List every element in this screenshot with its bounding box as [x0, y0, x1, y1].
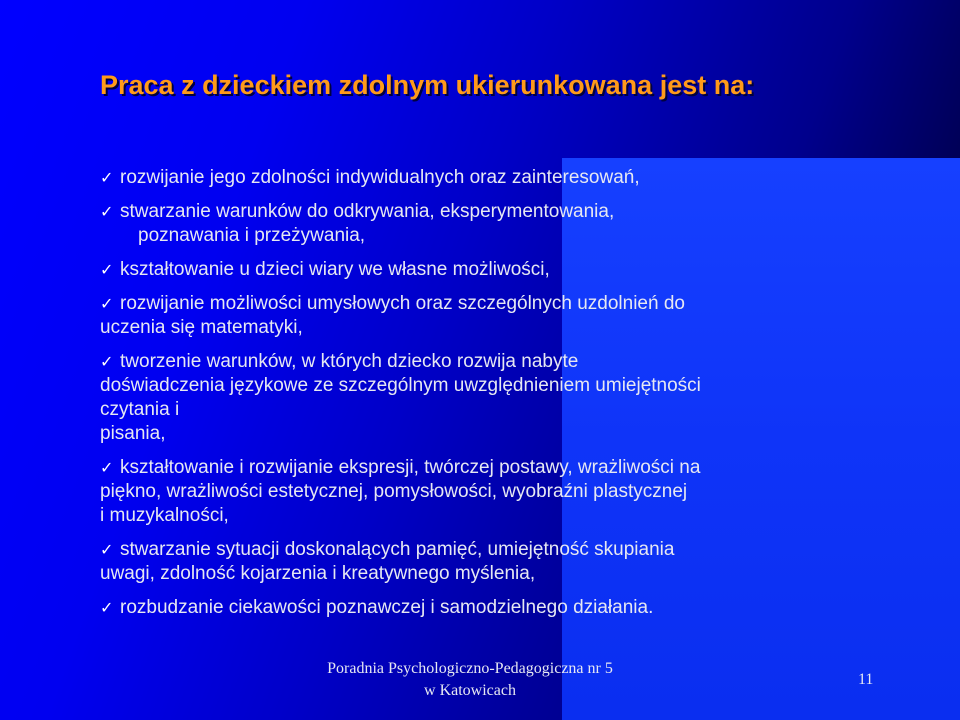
item-text: uwagi, zdolność kojarzenia i kreatywnego myślenia,	[100, 563, 536, 584]
list-item	[100, 200, 870, 248]
item-text: pisania,	[100, 423, 166, 444]
item-text: doświadczenia językowe ze szczególnym uwzględnieniem umiejętności	[100, 375, 701, 396]
list-item	[100, 292, 870, 340]
item-text: stwarzanie warunków do odkrywania, eksperymentowania,	[120, 201, 615, 222]
checkmark-icon: ✓	[100, 540, 114, 559]
item-text: kształtowanie i rozwijanie ekspresji, twórczej postawy, wrażliwości na	[120, 457, 701, 478]
slide-title: Praca z dzieckiem zdolnym ukierunkowana jest na:	[100, 70, 755, 100]
list-item	[100, 350, 870, 446]
checkmark-icon: ✓	[100, 598, 114, 617]
item-text: tworzenie warunków, w których dziecko rozwija nabyte	[120, 351, 579, 372]
checkmark-icon: ✓	[100, 202, 114, 221]
list-item	[100, 596, 870, 620]
footer-line: w Katowicach	[424, 682, 516, 699]
item-text: rozwijanie możliwości umysłowych oraz szczególnych uzdolnień do	[120, 293, 685, 314]
bullet-list	[100, 166, 870, 630]
checkmark-icon: ✓	[100, 352, 114, 371]
item-text: czytania i	[100, 399, 180, 420]
footer	[300, 658, 640, 702]
checkmark-icon: ✓	[100, 260, 114, 279]
item-text: piękno, wrażliwości estetycznej, pomysłowości, wyobraźni plastycznej	[100, 481, 688, 502]
item-text: i muzykalności,	[100, 505, 229, 526]
checkmark-icon: ✓	[100, 294, 114, 313]
list-item	[100, 166, 870, 190]
item-text: poznawania i przeżywania,	[138, 225, 366, 246]
list-item	[100, 258, 870, 282]
checkmark-icon: ✓	[100, 458, 114, 477]
item-text: stwarzanie sytuacji doskonalących pamięć, umiejętność skupiania	[120, 539, 675, 560]
list-item	[100, 538, 870, 586]
item-text: kształtowanie u dzieci wiary we własne możliwości,	[120, 259, 550, 280]
page-number: 11	[858, 671, 874, 688]
item-text: rozbudzanie ciekawości poznawczej i samodzielnego działania.	[120, 597, 654, 618]
item-text: rozwijanie jego zdolności indywidualnych oraz zainteresowań,	[120, 167, 640, 188]
list-item	[100, 456, 870, 528]
item-text: uczenia się matematyki,	[100, 317, 303, 338]
footer-line: Poradnia Psychologiczno-Pedagogiczna nr 5	[327, 660, 613, 677]
checkmark-icon: ✓	[100, 168, 114, 187]
